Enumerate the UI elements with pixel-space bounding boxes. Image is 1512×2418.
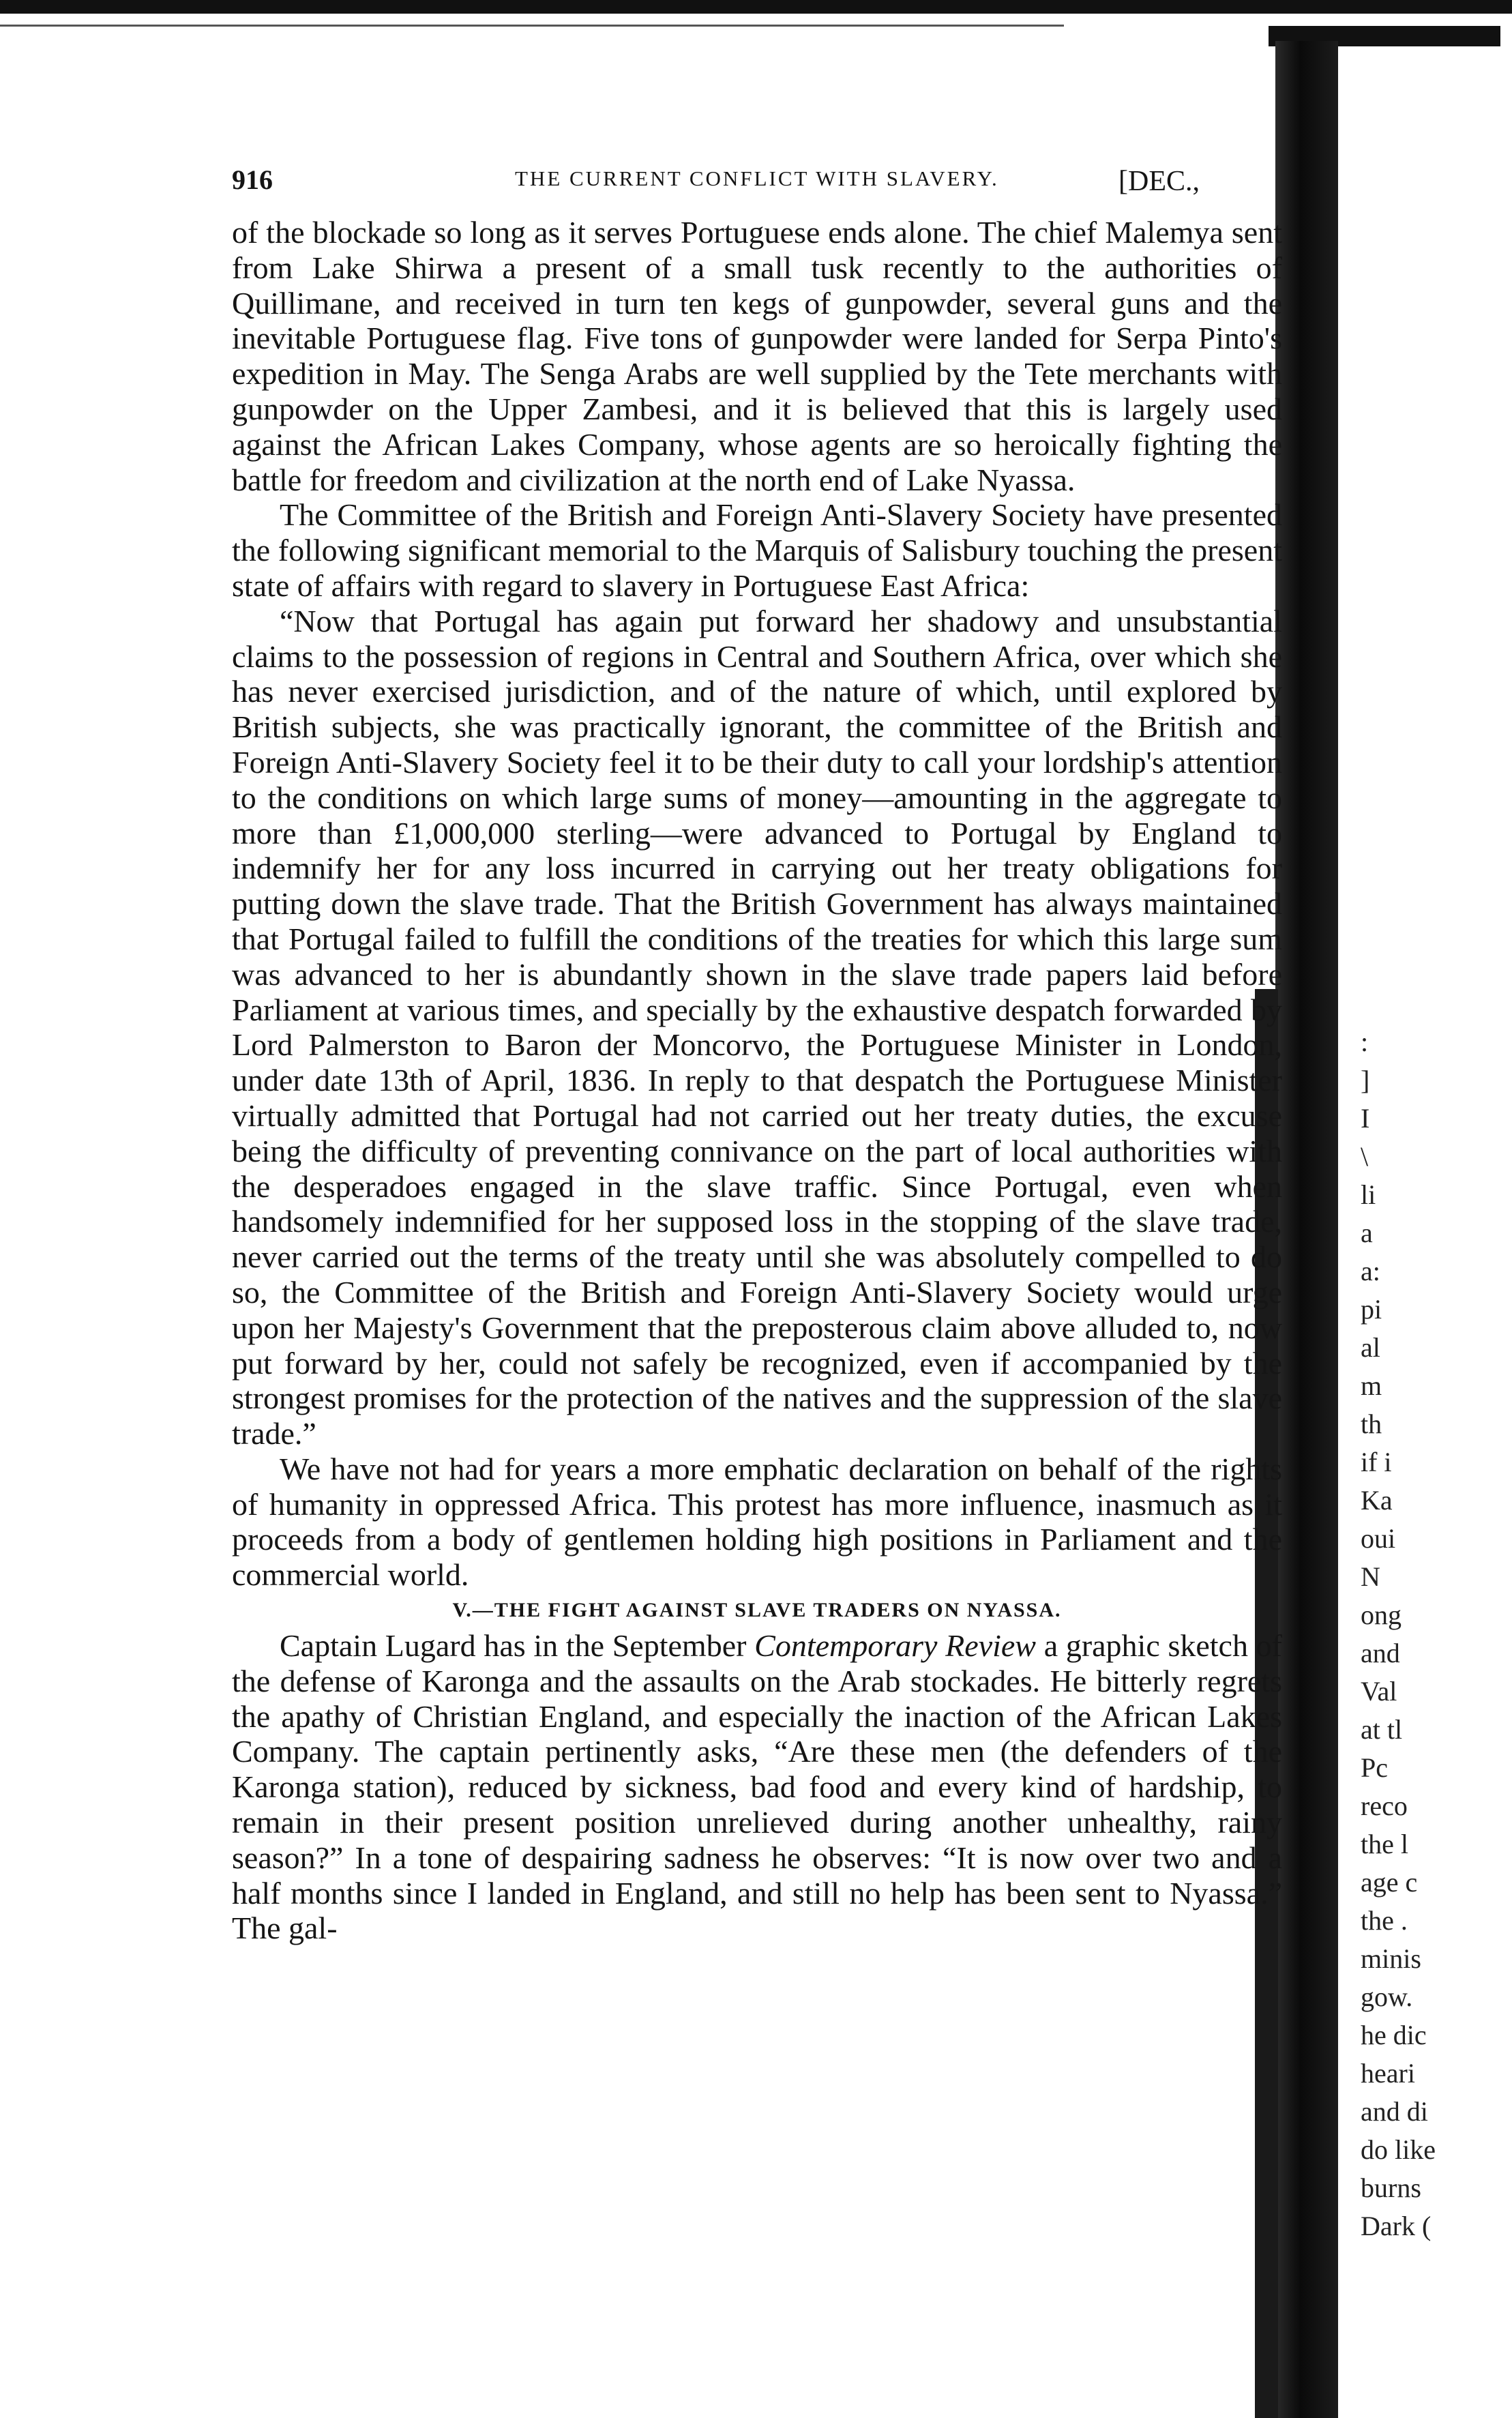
page-number: 916 [232, 164, 273, 195]
facing-page-fragment: I [1361, 1103, 1370, 1134]
facing-page-fragment: and [1361, 1638, 1400, 1668]
text-column [232, 215, 1282, 1946]
facing-page-fragment: : [1361, 1027, 1369, 1057]
facing-page-fragment: li [1361, 1179, 1376, 1210]
facing-page-fragment: the . [1361, 1905, 1408, 1936]
facing-page-fragment: ] [1361, 1065, 1370, 1095]
facing-page-fragment: if i [1361, 1447, 1392, 1477]
facing-page-fragment: he dic [1361, 2020, 1427, 2050]
facing-page-fragment: Val [1361, 1676, 1397, 1707]
paragraph-committee: The Committee of the British and Foreign Anti-Slavery Society have presented the following significant memorial to the Marquis of Salisbury touching the present state of affairs with regard to slavery in Portuguese East Africa: [232, 497, 1282, 603]
book-binding-shadow [1275, 41, 1338, 2418]
facing-page-fragment: a [1361, 1218, 1373, 1248]
facing-page-fragment: Pc [1361, 1752, 1388, 1783]
facing-page-fragment: al [1361, 1332, 1380, 1363]
facing-page-fragment: the l [1361, 1829, 1408, 1859]
lugard-text-end: a graphic sketch of the defense of Karonga and the assaults on the Arab stockades. He bitterly regrets the apathy of Christian England, and especially the inaction of the African Lakes Company. The captain pertinently asks, “Are these men (the defenders of the Karonga station), reduced by sickness, bad food and every kind of hardship, to remain in their present position unrelieved during another unhealthy, rainy season?” In a tone of despairing sadness he observes: “It is now over two and a half months since I landed in England, and still no help has been sent to Nyassa.” The gal- [232, 1628, 1283, 1946]
top-scan-rule [0, 0, 1512, 14]
facing-page-fragment: ong [1361, 1599, 1402, 1630]
journal-title: Contemporary Review [754, 1628, 1036, 1664]
facing-page-fragment: minis [1361, 1943, 1421, 1974]
facing-page-fragment: do like [1361, 2134, 1436, 2165]
section-heading: V.—THE FIGHT AGAINST SLAVE TRADERS ON NYASSA. [452, 1599, 1062, 1622]
facing-page-fragment: heari [1361, 2058, 1415, 2089]
paragraph-blockade: of the blockade so long as it serves Portuguese ends alone. The chief Malemya sent from Lake Shirwa a present of a small tusk recently to the authorities of Quillimane, and received in turn ten kegs of gunpowder, several guns and the inevitable Portuguese flag. Five tons of gunpowder were landed for Serpa Pinto's expedition in May. The Senga Arabs are well supplied by the Tete merchants with gunpowder on the Upper Zambesi, and it is believed that this is largely used against the African Lakes Company, whose agents are so heroically fighting the battle for freedom and civilization at the north end of Lake Nyassa. [232, 215, 1282, 497]
facing-page-fragment: gow. [1361, 1981, 1413, 2012]
facing-page-fragment: \ [1361, 1141, 1369, 1172]
facing-page-fragment: m [1361, 1370, 1382, 1401]
running-title: THE CURRENT CONFLICT WITH SLAVERY. [515, 166, 999, 190]
facing-page-fragment: a: [1361, 1256, 1380, 1286]
facing-page-fragment: oui [1361, 1523, 1396, 1554]
running-head [232, 164, 1296, 205]
facing-page-fragment: reco [1361, 1790, 1408, 1821]
paragraph-memorial-quote: “Now that Portugal has again put forward her shadowy and unsubstantial claims to the possession of regions in Central and Southern Africa, over which she has never exercised jurisdiction, and of the nature of which, until explored by British subjects, she was practically ignorant, the committee of the British and Foreign Anti-Slavery Society feel it to be their duty to call your lordship's attention to the conditions on which large sums of money—amounting in the aggregate to more than £1,000,000 sterling—were advanced to Portugal by England to indemnify her for any loss incurred in carrying out her treaty obligations for putting down the slave trade. That the British Government has always maintained that Portugal failed to fulfill the conditions of the treaties for which this large sum was advanced to her is abundantly shown in the slave trade papers laid before Parliament at various times, and specially by the exhaustive despatch forwarded by Lord Palmerston to Baron der Moncorvo, the Portuguese Minister in London, under date 13th of April, 1836. In reply to that despatch the Portuguese Minister virtually admitted that Portugal had not carried out her treaty duties, the excuse being the difficulty of preventing connivance on the part of local authorities with the desperadoes engaged in the slave traffic. Since Portugal, even when handsomely indemnified for her supposed loss in the stopping of the slave trade, never carried out the terms of the treaty until she was absolutely compelled to do so, the Committee of the British and Foreign Anti-Slavery Society would urge upon her Majesty's Government that the preposterous claim above alluded to, now put forward by her, could not safely be recognized, even if accompanied by the strongest promises for the protection of the natives and the suppression of the slave trade.” [232, 603, 1282, 1451]
facing-page-fragment: pi [1361, 1294, 1382, 1325]
facing-page-fragment: age c [1361, 1867, 1418, 1898]
facing-page-fragment: and di [1361, 2096, 1428, 2127]
lugard-text-start: Captain Lugard has in the September [280, 1628, 755, 1664]
facing-page-fragment: N [1361, 1561, 1380, 1592]
facing-page-fragment: burns [1361, 2172, 1421, 2203]
running-date: [DEC., [1118, 166, 1200, 197]
facing-page-fragment: Ka [1361, 1485, 1393, 1516]
facing-page-fragment: at tl [1361, 1714, 1403, 1745]
top-thin-rule [0, 25, 1064, 27]
facing-page-fragments [1361, 1023, 1512, 2245]
facing-page-fragment: Dark ( [1361, 2211, 1432, 2241]
paragraph-declaration: We have not had for years a more emphatic declaration on behalf of the rights of humanity in oppressed Africa. This protest has more influence, inasmuch as it proceeds from a body of gentlemen holding high positions in Parliament and the commercial world. [232, 1451, 1282, 1593]
facing-page-fragment: th [1361, 1409, 1382, 1439]
paragraph-lugard [232, 1628, 1282, 1946]
